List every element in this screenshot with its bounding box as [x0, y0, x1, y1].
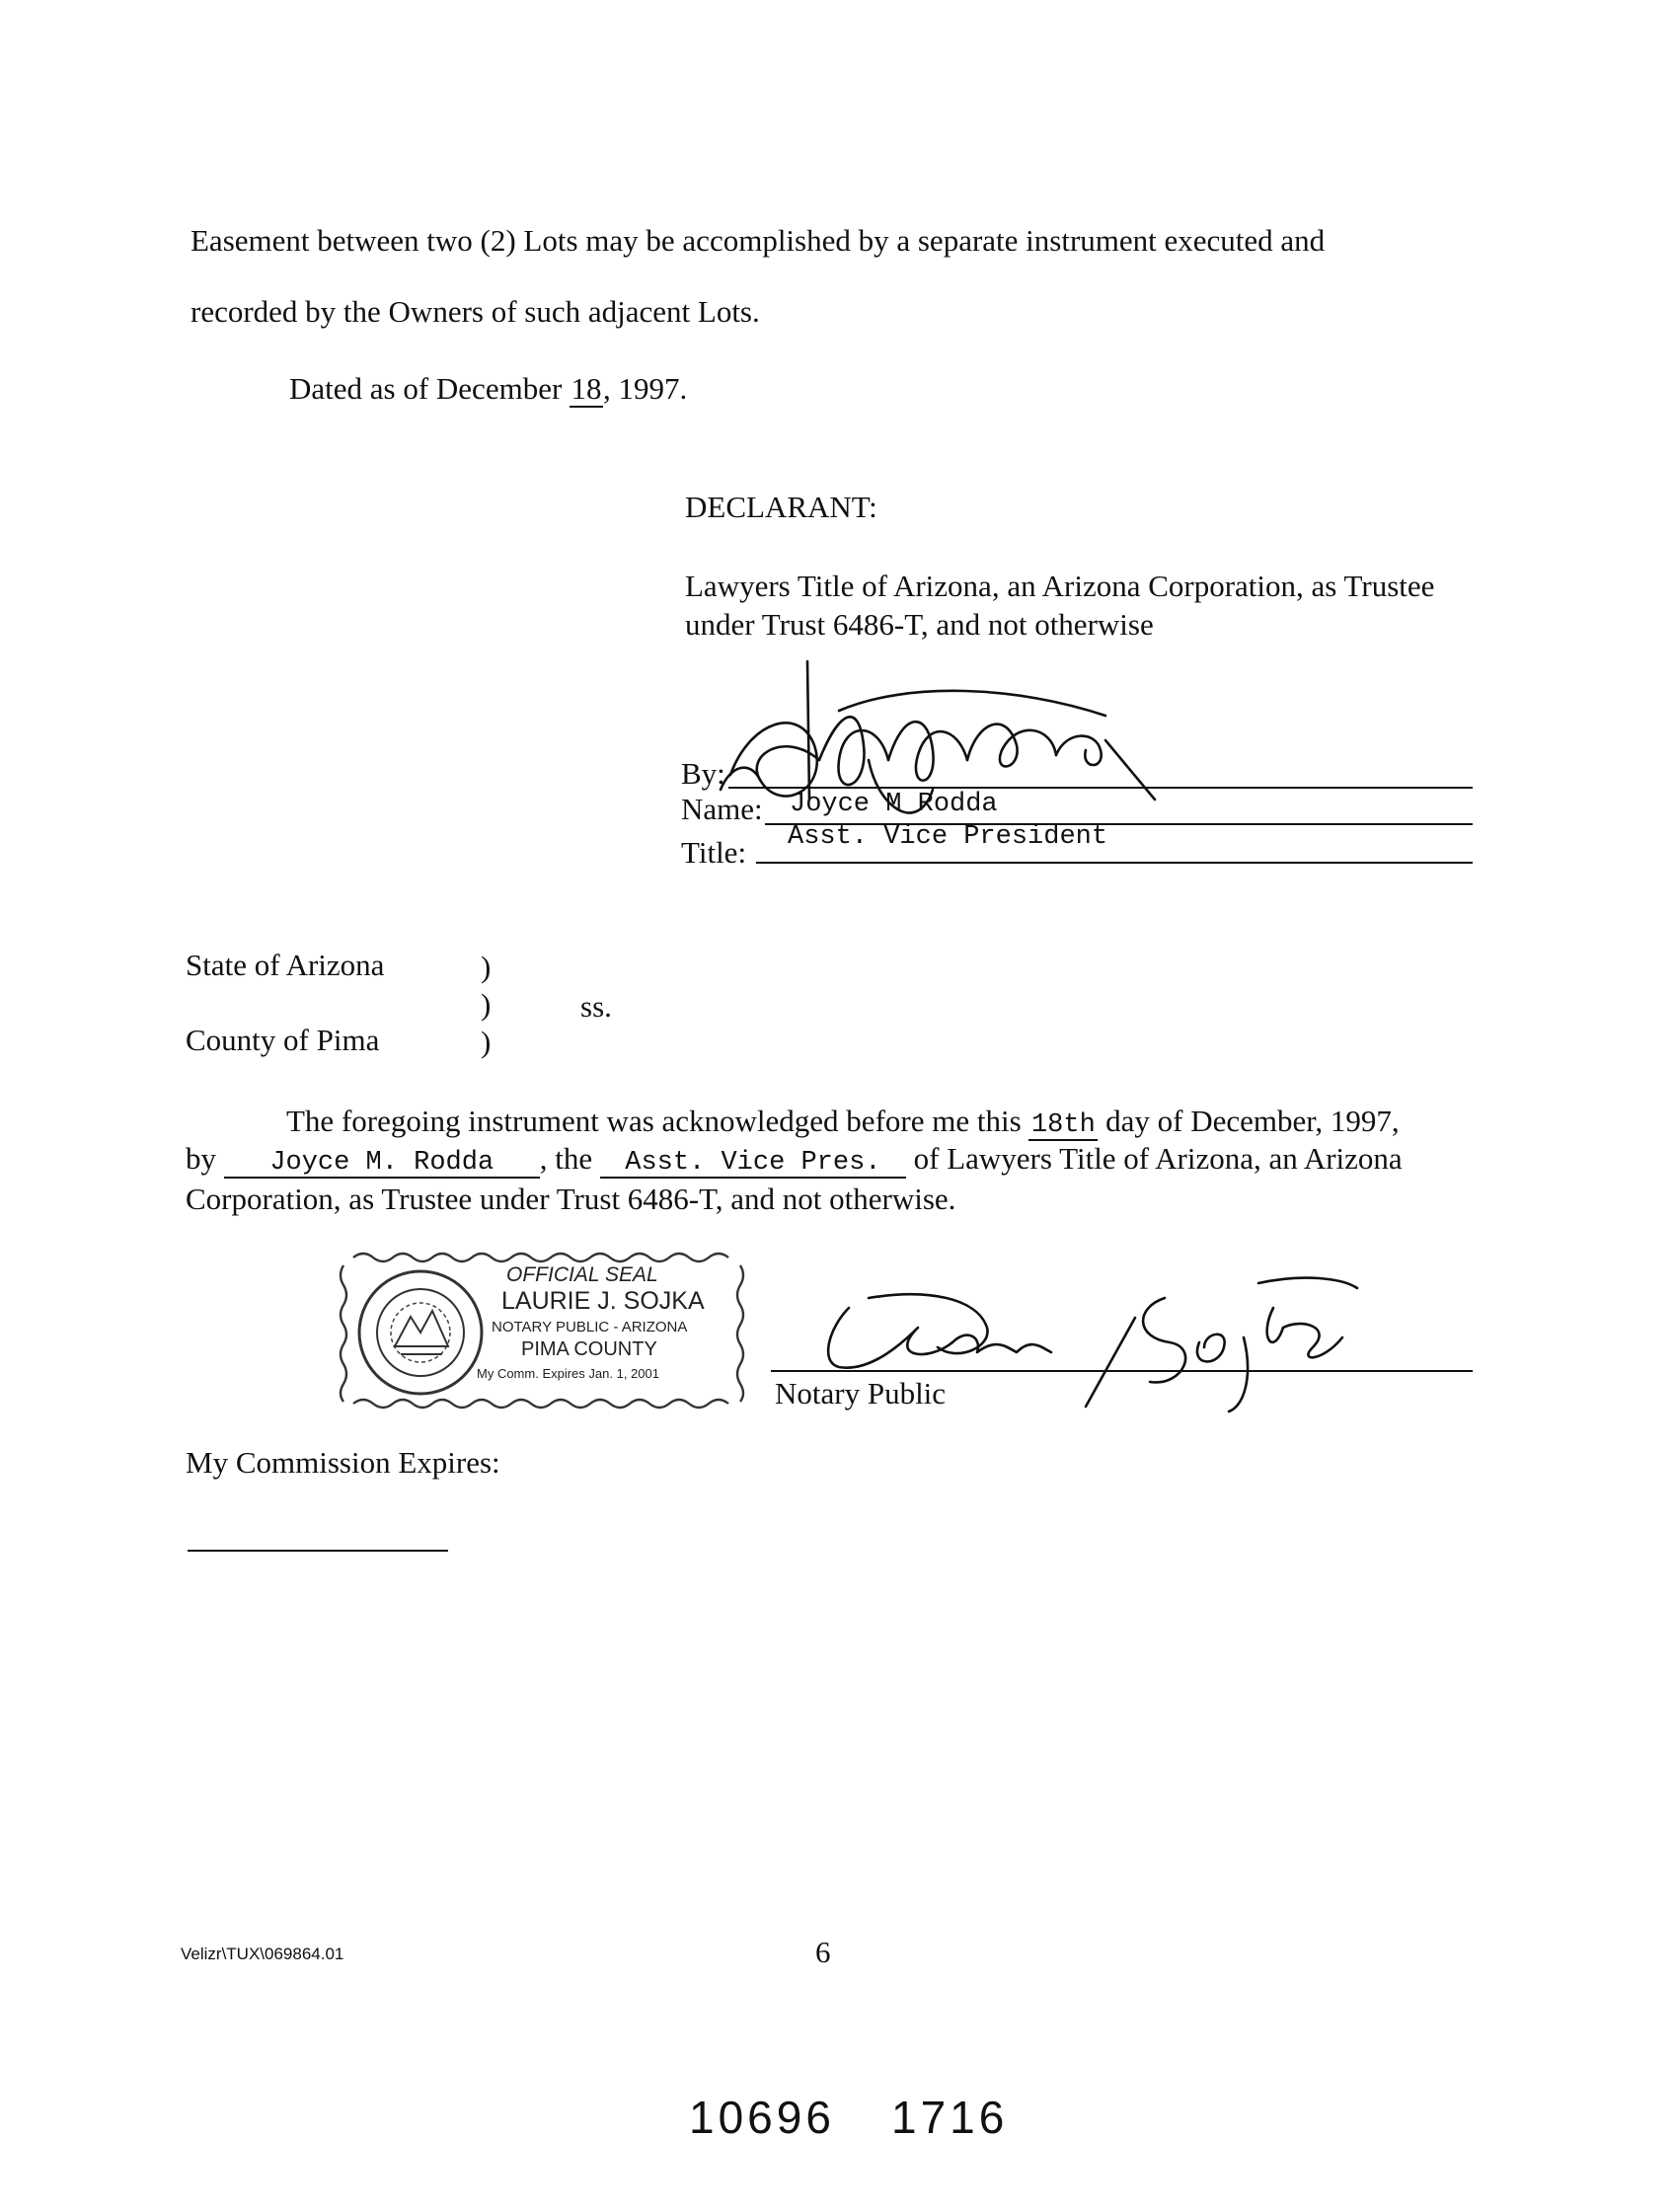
ack-title: Asst. Vice Pres. — [600, 1149, 906, 1179]
dated-line — [289, 371, 687, 408]
ack-by: by — [186, 1141, 216, 1176]
dated-prefix: Dated as of December — [289, 371, 571, 406]
title-line — [756, 862, 1473, 864]
declarant-entity-line-2: under Trust 6486-T, and not otherwise — [685, 607, 1154, 642]
seal-line-5: My Comm. Expires Jan. 1, 2001 — [477, 1366, 659, 1381]
record-book-number: 10696 — [689, 2092, 835, 2143]
name-value: Joyce M Rodda — [790, 790, 998, 819]
ack-the: , the — [539, 1141, 593, 1176]
notary-seal-stamp — [334, 1246, 748, 1417]
ack-name: Joyce M. Rodda — [224, 1149, 540, 1179]
by-label: By: — [681, 756, 725, 791]
declarant-entity-line-1: Lawyers Title of Arizona, an Arizona Corporation, as Trustee — [685, 569, 1435, 603]
ack-line-1 — [286, 1104, 1400, 1141]
page-number: 6 — [815, 1935, 831, 1969]
venue-ss: ss. — [580, 989, 612, 1024]
file-reference: Velizr\TUX\069864.01 — [181, 1945, 344, 1963]
declarant-heading: DECLARANT: — [685, 490, 877, 524]
venue-paren-3: ) — [481, 1025, 492, 1059]
ack-line-3: Corporation, as Trustee under Trust 6486-T, and not otherwise. — [186, 1182, 956, 1216]
seal-line-1: OFFICIAL SEAL — [506, 1263, 658, 1286]
seal-line-2: LAURIE J. SOJKA — [501, 1287, 705, 1315]
declarant-signature — [691, 651, 1204, 859]
venue-paren-2: ) — [481, 987, 492, 1022]
paragraph-line-2: recorded by the Owners of such adjacent Lots. — [190, 294, 760, 329]
notary-signature — [809, 1268, 1362, 1416]
ack-line-1-prefix: The foregoing instrument was acknowledged before me this — [286, 1104, 1022, 1138]
record-page-number: 1716 — [891, 2092, 1009, 2143]
title-label: Title: — [681, 835, 747, 870]
commission-expires-label: My Commission Expires: — [186, 1445, 500, 1480]
ack-line-2-suffix: of Lawyers Title of Arizona, an Arizona — [913, 1141, 1403, 1176]
notary-public-label: Notary Public — [775, 1376, 947, 1411]
ack-line-2 — [186, 1141, 1403, 1179]
seal-line-3: NOTARY PUBLIC - ARIZONA — [492, 1319, 688, 1335]
venue-paren-1: ) — [481, 950, 492, 984]
ack-day: 18th — [1028, 1111, 1098, 1141]
commission-expires-line — [188, 1550, 448, 1552]
venue-county: County of Pima — [186, 1023, 380, 1057]
venue-state: State of Arizona — [186, 948, 385, 982]
paragraph-line-1: Easement between two (2) Lots may be accomplished by a separate instrument executed and — [190, 223, 1326, 258]
seal-line-4: PIMA COUNTY — [521, 1338, 657, 1360]
dated-suffix: , 1997. — [603, 371, 688, 406]
dated-day: 18 — [571, 371, 602, 406]
title-value: Asst. Vice President — [788, 822, 1108, 852]
great-seal-icon — [355, 1267, 486, 1398]
ack-line-1-suffix: day of December, 1997, — [1105, 1104, 1400, 1138]
name-label: Name: — [681, 792, 763, 826]
